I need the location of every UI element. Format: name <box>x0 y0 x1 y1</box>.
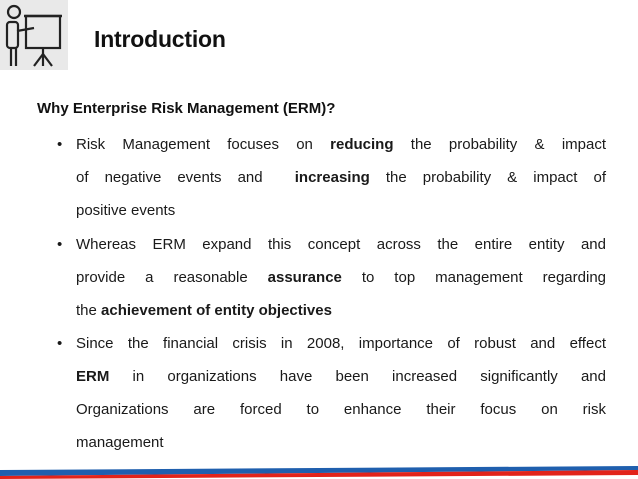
section-subtitle: Why Enterprise Risk Management (ERM)? <box>37 100 336 117</box>
bullet-list <box>57 128 606 459</box>
body-text: positive events <box>76 202 176 219</box>
body-text: in organizations have been increased significantly and <box>109 368 606 385</box>
bold-text: achievement of entity objectives <box>101 302 332 319</box>
bold-text: assurance <box>267 269 342 286</box>
bullet-line <box>76 426 606 459</box>
bullet-line <box>76 393 606 426</box>
bullet-line <box>76 228 606 261</box>
page-title: Introduction <box>94 26 226 52</box>
bullet-line <box>76 360 606 393</box>
bullet-item <box>57 128 606 227</box>
body-text: the probability & impact of <box>369 169 606 186</box>
bold-text: reducing <box>330 136 394 153</box>
presenter-whiteboard-icon <box>4 4 66 68</box>
body-text: provide a reasonable <box>76 269 268 286</box>
body-text: the <box>76 302 102 319</box>
body-text: Risk Management focuses on <box>76 136 331 153</box>
body-text: Since the financial crisis in 2008, importance of robust and effect <box>76 335 606 352</box>
bullet-line <box>76 261 606 294</box>
bullet-line <box>76 327 606 360</box>
bullet-dot: • <box>57 136 63 153</box>
bold-text: ERM <box>76 368 110 385</box>
body-text: to top management regarding <box>341 269 607 286</box>
body-text: management <box>76 434 164 451</box>
bullet-item <box>57 327 606 459</box>
footer-stripe <box>0 462 638 479</box>
body-text: of negative events and <box>76 169 295 186</box>
bullet-line <box>76 294 606 327</box>
body-text: the probability & impact <box>393 136 606 153</box>
bullet-line <box>76 128 606 161</box>
bullet-dot: • <box>57 236 63 253</box>
header-icon-box <box>0 0 68 70</box>
bullet-line <box>76 194 606 227</box>
body-text: Whereas ERM expand this concept across the entire entity and <box>76 236 606 253</box>
bullet-line <box>76 161 606 194</box>
bullet-item <box>57 228 606 327</box>
bullet-dot: • <box>57 335 63 352</box>
body-text: Organizations are forced to enhance their focus on risk <box>76 401 606 418</box>
bold-text: increasing <box>294 169 370 186</box>
